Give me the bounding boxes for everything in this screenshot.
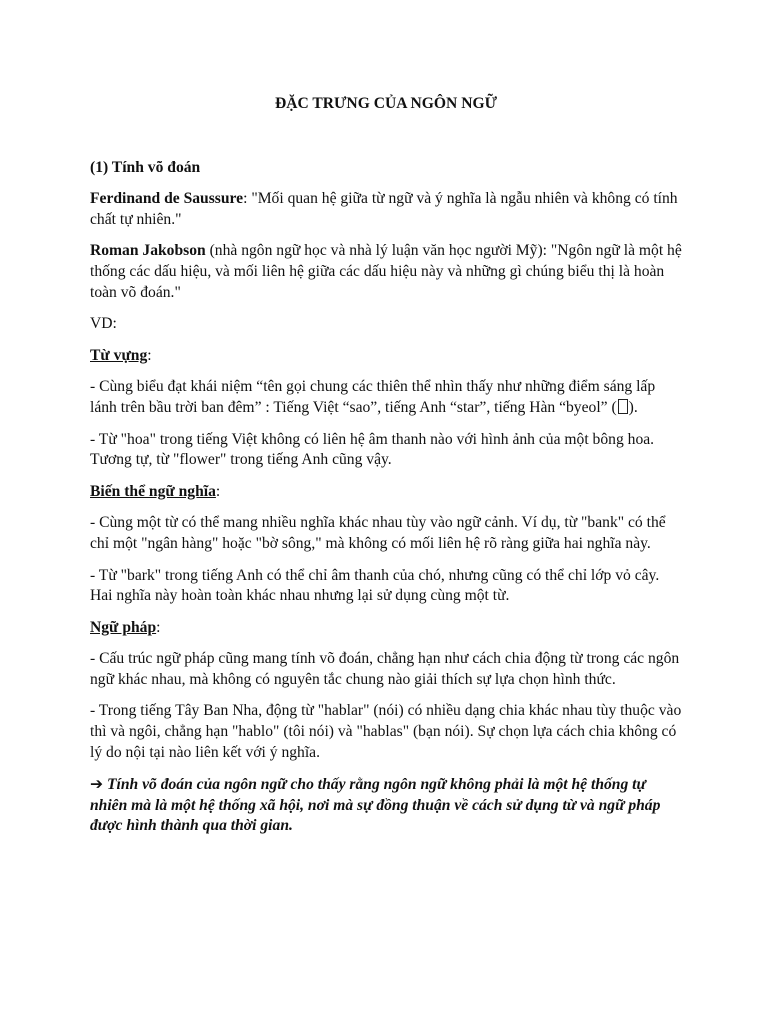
- grammar-colon: :: [156, 618, 161, 636]
- vocab-item-1: [90, 377, 682, 418]
- semantic-colon: :: [215, 482, 221, 500]
- vocab-colon: :: [147, 346, 152, 364]
- saussure-quote: "Mối quan hệ giữa từ ngữ và ý nghĩa là ngẫu nhiên và không có tính chất tự nhiên.": [90, 190, 678, 228]
- saussure-paragraph: [90, 189, 682, 230]
- grammar-heading-line: [90, 618, 682, 639]
- example-label: VD:: [90, 315, 117, 333]
- page-title: ĐẶC TRƯNG CỦA NGÔN NGỮ: [274, 95, 498, 112]
- jakobson-name: Roman Jakobson: [90, 242, 206, 260]
- conclusion-paragraph: [90, 774, 682, 837]
- section-heading: (1) Tính võ đoán: [90, 158, 201, 176]
- semantic-item-1: - Cùng một từ có thể mang nhiều nghĩa khác nhau tùy vào ngữ cảnh. Ví dụ, từ "bank" có thể chỉ một "ngân hàng" hoặc "bờ sông," mà không có mối liên hệ rõ ràng giữa hai nghĩa này.: [90, 514, 666, 552]
- vocab-item-1-text: - Cùng biểu đạt khái niệm “tên gọi chung các thiên thể nhìn thấy như những điểm sáng lấp lánh trên bầu trời ban đêm” : Tiếng Việt “sao”, tiếng Anh “star”, tiếng Hàn “byeol” (: [90, 378, 656, 416]
- arrow-right-icon: ➔: [90, 775, 104, 794]
- semantic-heading: Biến thể ngữ nghĩa: [90, 482, 216, 500]
- vocab-item-1-end: ).: [628, 398, 638, 416]
- grammar-heading: Ngữ pháp: [90, 618, 157, 636]
- grammar-item-2: - Trong tiếng Tây Ban Nha, động từ "hablar" (nói) có nhiều dạng chia khác nhau tùy thuộc vào thì và ngôi, chẳng hạn "hablo" (tôi nói) và "hablas" (bạn nói). Sự chọn lựa cách chia không có lý do nội tại nào liên kết với ý nghĩa.: [90, 702, 682, 761]
- grammar-item-1: - Cấu trúc ngữ pháp cũng mang tính võ đoán, chẳng hạn như cách chia động từ trong các ngôn ngữ khác nhau, mà không có nguyên tắc chung nào giải thích sự lựa chọn hình thức.: [90, 650, 680, 688]
- document-page: [90, 94, 682, 848]
- vocab-heading: Từ vựng: [90, 346, 148, 364]
- semantic-item-2: - Từ "bark" trong tiếng Anh có thể chỉ âm thanh của chó, nhưng cũng có thể chỉ lớp vỏ cây. Hai nghĩa này hoàn toàn khác nhau nhưng lại sử dụng cùng một từ.: [90, 566, 660, 605]
- saussure-separator: :: [243, 190, 252, 208]
- jakobson-paragraph: [90, 241, 682, 303]
- vocab-heading-line: [90, 346, 682, 367]
- jakobson-description: (nhà ngôn ngữ học và nhà lý luận văn học người Mỹ): "Ngôn ngữ là một hệ thống các dấu hiệu, và mối liên hệ giữa các dấu hiệu này và những gì chúng biểu thị là hoàn toàn võ đoán.": [90, 242, 682, 301]
- saussure-name: Ferdinand de Saussure: [90, 190, 244, 208]
- semantic-heading-line: [90, 482, 682, 503]
- missing-glyph-icon: [618, 399, 628, 414]
- conclusion-text: Tính võ đoán của ngôn ngữ cho thấy rằng ngôn ngữ không phải là một hệ thống tự nhiên mà là một hệ thống xã hội, nơi mà sự đồng thuận về cách sử dụng từ và ngữ pháp được hình thành qua thời gian.: [90, 776, 661, 835]
- vocab-item-2: - Từ "hoa" trong tiếng Việt không có liên hệ âm thanh nào với hình ảnh của một bông hoa. Tương tự, từ "flower" trong tiếng Anh cũng vậy.: [90, 430, 655, 469]
